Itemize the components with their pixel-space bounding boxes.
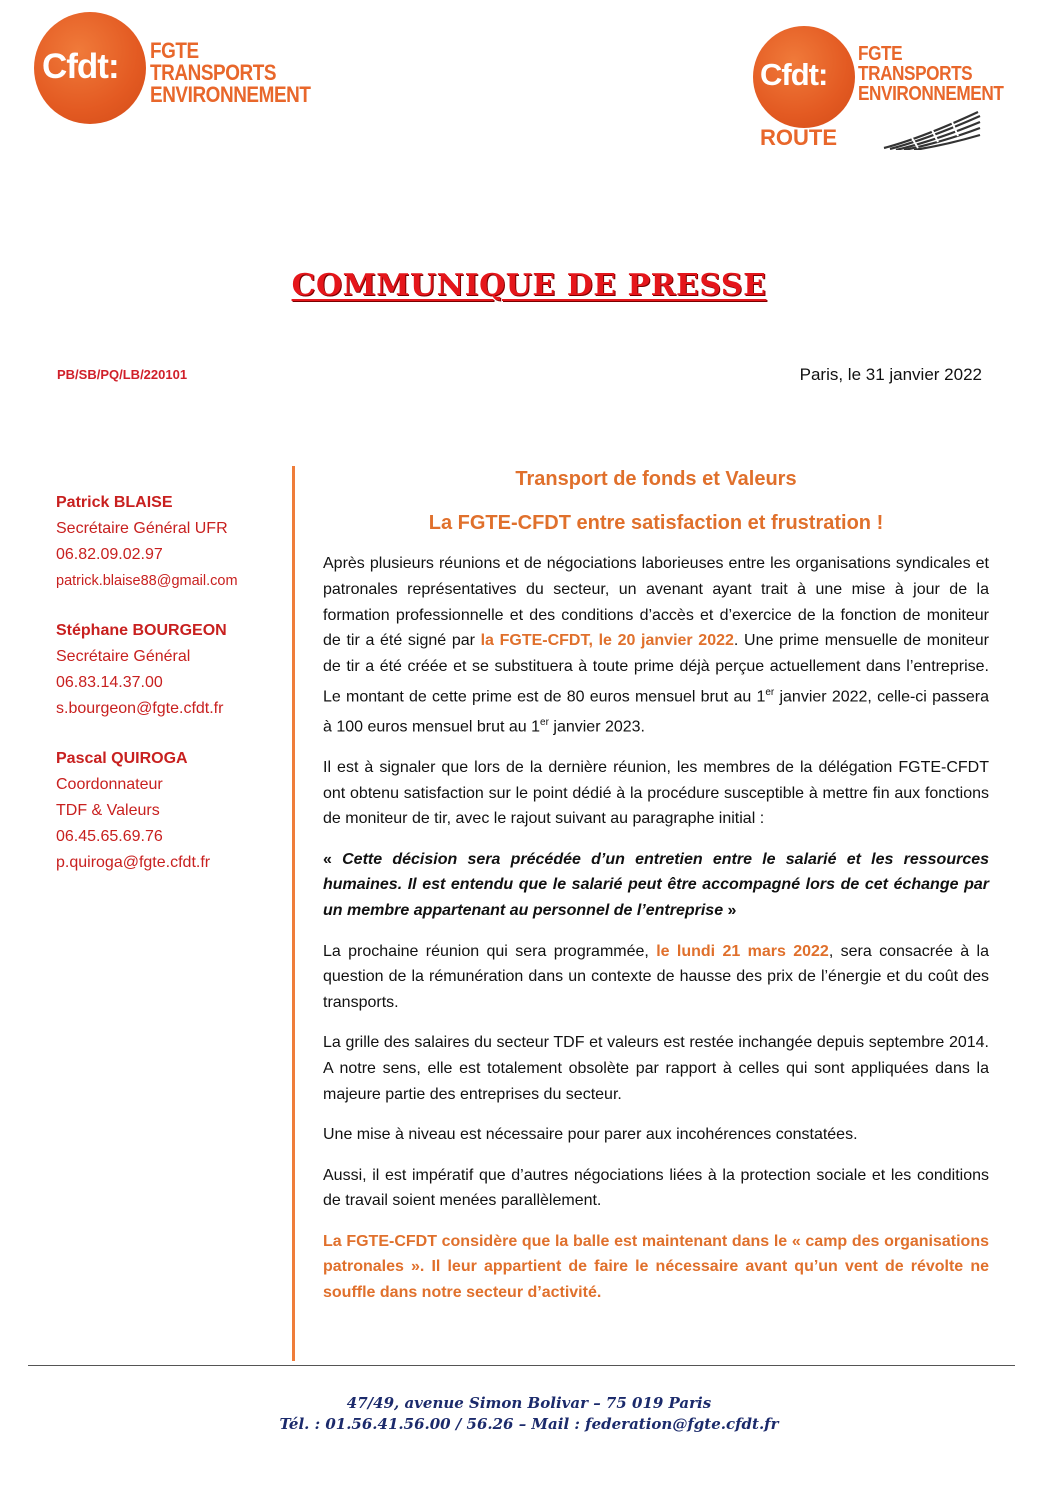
footer-contact[interactable]: Tél. : 01.56.41.56.00 / 56.26 – Mail : federation@fgte.cfdt.fr (279, 1415, 779, 1433)
date-line: Paris, le 31 janvier 2022 (799, 365, 982, 384)
contact-name: Pascal QUIROGA (56, 750, 188, 767)
contact-quiroga (56, 746, 286, 876)
paragraph-2: Il est à signaler que lors de la dernière réunion, les membres de la délégation FGTE-CFDT ont obtenu satisfaction sur le point dédié à la procédure susceptible à mettre fin aux fonctions de moniteur de tir, avec le rajout suivant au paragraphe initial : (323, 758, 989, 828)
logo-left-line-3: ENVIRONNEMENT (150, 82, 311, 107)
press-body (323, 463, 989, 1321)
quote-open: « (323, 850, 343, 868)
logo-left-text (150, 40, 310, 106)
logo-right-route: ROUTE (760, 125, 837, 150)
p1-text-a: Après plusieurs réunions et de négociations laborieuses entre les organisations syndicales et patronales représentatives du secteur, un avenant ayant trait à une mise à jour de la formation professionnelle et des conditions d’accès et d’exercice de la fonction de moniteur de tir a été signé par (323, 555, 989, 650)
logo-right-line-2: TRANSPORTS (858, 63, 973, 85)
logo-right-mark: Cfdt: (760, 57, 828, 92)
p1-highlight: la FGTE-CFDT, le 20 janvier 2022 (480, 632, 734, 650)
p4-text-a: La prochaine réunion qui sera programmée, (323, 942, 657, 960)
contact-role: Secrétaire Général (56, 648, 191, 665)
logo-left-line-1: FGTE (150, 38, 199, 63)
paragraph-4 (323, 939, 989, 1016)
heading-headline: La FGTE-CFDT entre satisfaction et frustration ! (428, 512, 884, 534)
p1-text-b: . Une prime mensuelle de moniteur de tir a été créée et se substituera à toute prime déjà perçue actuellement dans l’entreprise. Le montant de cette prime est de 80 euros mensuel brut au 1 (323, 632, 989, 706)
contact-phone: 06.45.65.69.76 (56, 828, 163, 845)
paragraph-5: La grille des salaires du secteur TDF et valeurs est restée inchangée depuis septembre 2014. A notre sens, elle est totalement obsolète par rapport à celles qui sont appliquées dans la majeure partie des entreprises du secteur. (323, 1034, 989, 1103)
paragraph-7: Aussi, il est impératif que d’autres négociations liées à la protection sociale et les conditions de travail soient menées parallèlement. (323, 1166, 989, 1210)
quote-close: » (723, 902, 737, 920)
logo-left-mark: Cfdt: (42, 47, 119, 86)
contacts-sidebar (56, 490, 286, 900)
contact-name: Stéphane BOURGEON (56, 622, 227, 639)
paragraph-conclusion: La FGTE-CFDT considère que la balle est maintenant dans le « camp des organisations patronales ». Il leur appartient de faire le nécessaire avant qu’un vent de révolte ne souffle dans notre secteur d’activité. (323, 1232, 989, 1302)
contact-dept: TDF & Valeurs (56, 802, 160, 819)
quote-paragraph (323, 847, 989, 924)
logo-left-line-2: TRANSPORTS (150, 60, 277, 85)
footer-address: 47/49, avenue Simon Bolivar – 75 019 Paris (346, 1394, 712, 1412)
road-stripes-icon (882, 108, 982, 150)
paragraph-6: Une mise à niveau est nécessaire pour parer aux incohérences constatées. (323, 1126, 858, 1144)
p1-text-d: janvier 2023. (548, 718, 645, 736)
contact-role: Secrétaire Général UFR (56, 520, 228, 537)
p1-sup-1: er (765, 686, 775, 698)
contact-name: Patrick BLAISE (56, 494, 173, 511)
contact-role: Coordonnateur (56, 776, 163, 793)
quote-text: Cette décision sera précédée d’un entretien entre le salarié et les ressources humaines. Il est entendu que le salarié peut être accompagné lors de cet échange par un membre appartenant au personnel de l’entreprise (323, 850, 990, 920)
p1-sup-2: er (540, 717, 549, 729)
footer-divider (28, 1365, 1015, 1366)
contact-blaise (56, 490, 286, 594)
sidebar-divider (292, 466, 295, 1361)
p4-highlight: le lundi 21 mars 2022 (656, 942, 829, 960)
contact-email[interactable]: p.quiroga@fgte.cfdt.fr (56, 854, 211, 871)
page-title: COMMUNIQUE DE PRESSE (291, 268, 767, 303)
logo-right-text (858, 44, 1003, 104)
logo-right-line-1: FGTE (858, 43, 903, 65)
logo-right-line-3: ENVIRONNEMENT (858, 83, 1004, 105)
contact-email[interactable]: patrick.blaise88@gmail.com (56, 573, 238, 589)
paragraph-1 (323, 551, 989, 740)
contact-phone: 06.83.14.37.00 (56, 674, 163, 691)
p1-text-c: janvier 2022, celle-ci passera à 100 euros mensuel brut au 1 (323, 688, 989, 736)
p4-text-b: , sera consacrée à la question de la rémunération dans un contexte de hausse des prix de l’énergie et du coût des transports. (323, 942, 989, 1012)
heading-subject: Transport de fonds et Valeurs (515, 468, 797, 490)
contact-bourgeon (56, 618, 286, 722)
contact-phone: 06.82.09.02.97 (56, 546, 163, 563)
contact-email[interactable]: s.bourgeon@fgte.cfdt.fr (56, 700, 224, 717)
reference-code: PB/SB/PQ/LB/220101 (57, 367, 188, 382)
